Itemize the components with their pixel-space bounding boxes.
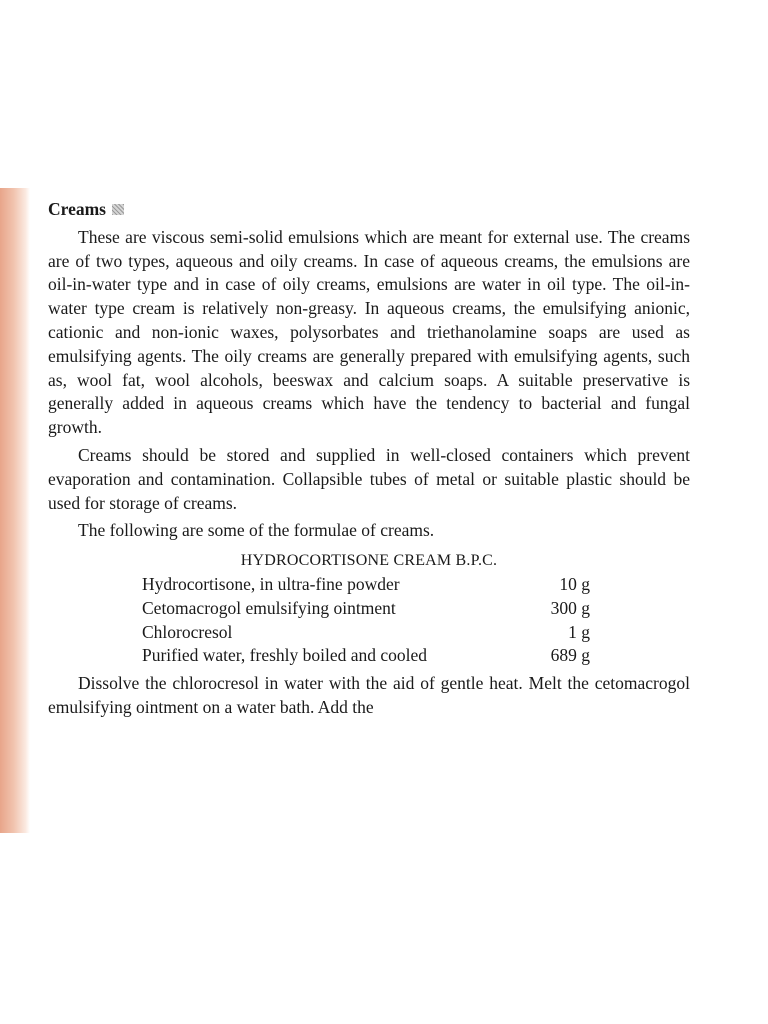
formula-amount: 300 g xyxy=(550,597,590,618)
formula-row xyxy=(142,573,590,597)
formula-ingredient: Purified water, freshly boiled and cooled xyxy=(142,645,428,666)
formula-ingredient: Cetomacrogol emulsifying ointment xyxy=(142,597,396,618)
storage-paragraph: Creams should be stored and supplied in well-closed containers which prevent evaporation and contamination. Collapsible tubes of metal or suitable plastic should be used for storage of creams. xyxy=(48,444,690,513)
section-heading xyxy=(48,198,690,222)
heading-marker-icon xyxy=(112,204,124,215)
formula-table xyxy=(142,573,590,668)
formula-amount: 1 g xyxy=(568,621,590,642)
formulae-intro-paragraph: The following are some of the formulae of creams. xyxy=(78,520,435,541)
formula-amount: 10 g xyxy=(559,573,590,594)
formula-title: HYDROCORTISONE CREAM B.P.C. xyxy=(240,552,498,570)
page-edge-shadow xyxy=(0,188,30,833)
formula-row xyxy=(142,597,590,621)
formula-row xyxy=(142,621,590,645)
intro-paragraph: These are viscous semi-solid emulsions which are meant for external use. The creams are of two types, aqueous and oily creams. In case of aqueous creams, the emulsions are oil-in-water type and in case of oily creams, emulsions are water in oil type. The oil-in-water type cream is relatively non-greasy. In aqueous creams, the emulsifying anionic, cationic and non-ionic waxes, polysorbates and triethanolamine soaps are used as emulsifying agents. The oily creams are generally prepared with emulsifying agents, such as, wool fat, wool alcohols, beeswax and calcium soaps. A suitable preservative is generally added in aqueous creams which have the tendency to bacterial and fungal growth. xyxy=(48,226,690,438)
formula-row xyxy=(142,644,590,668)
method-paragraph: Dissolve the chlorocresol in water with the aid of gentle heat. Melt the cetomacrogol emulsifying ointment on a water bath. Add the xyxy=(48,673,690,717)
section-heading-text: Creams xyxy=(48,199,106,219)
document-page xyxy=(48,198,690,724)
formula-ingredient: Hydrocortisone, in ultra-fine powder xyxy=(142,573,400,594)
formula-amount: 689 g xyxy=(550,645,590,666)
formula-ingredient: Chlorocresol xyxy=(142,621,233,642)
